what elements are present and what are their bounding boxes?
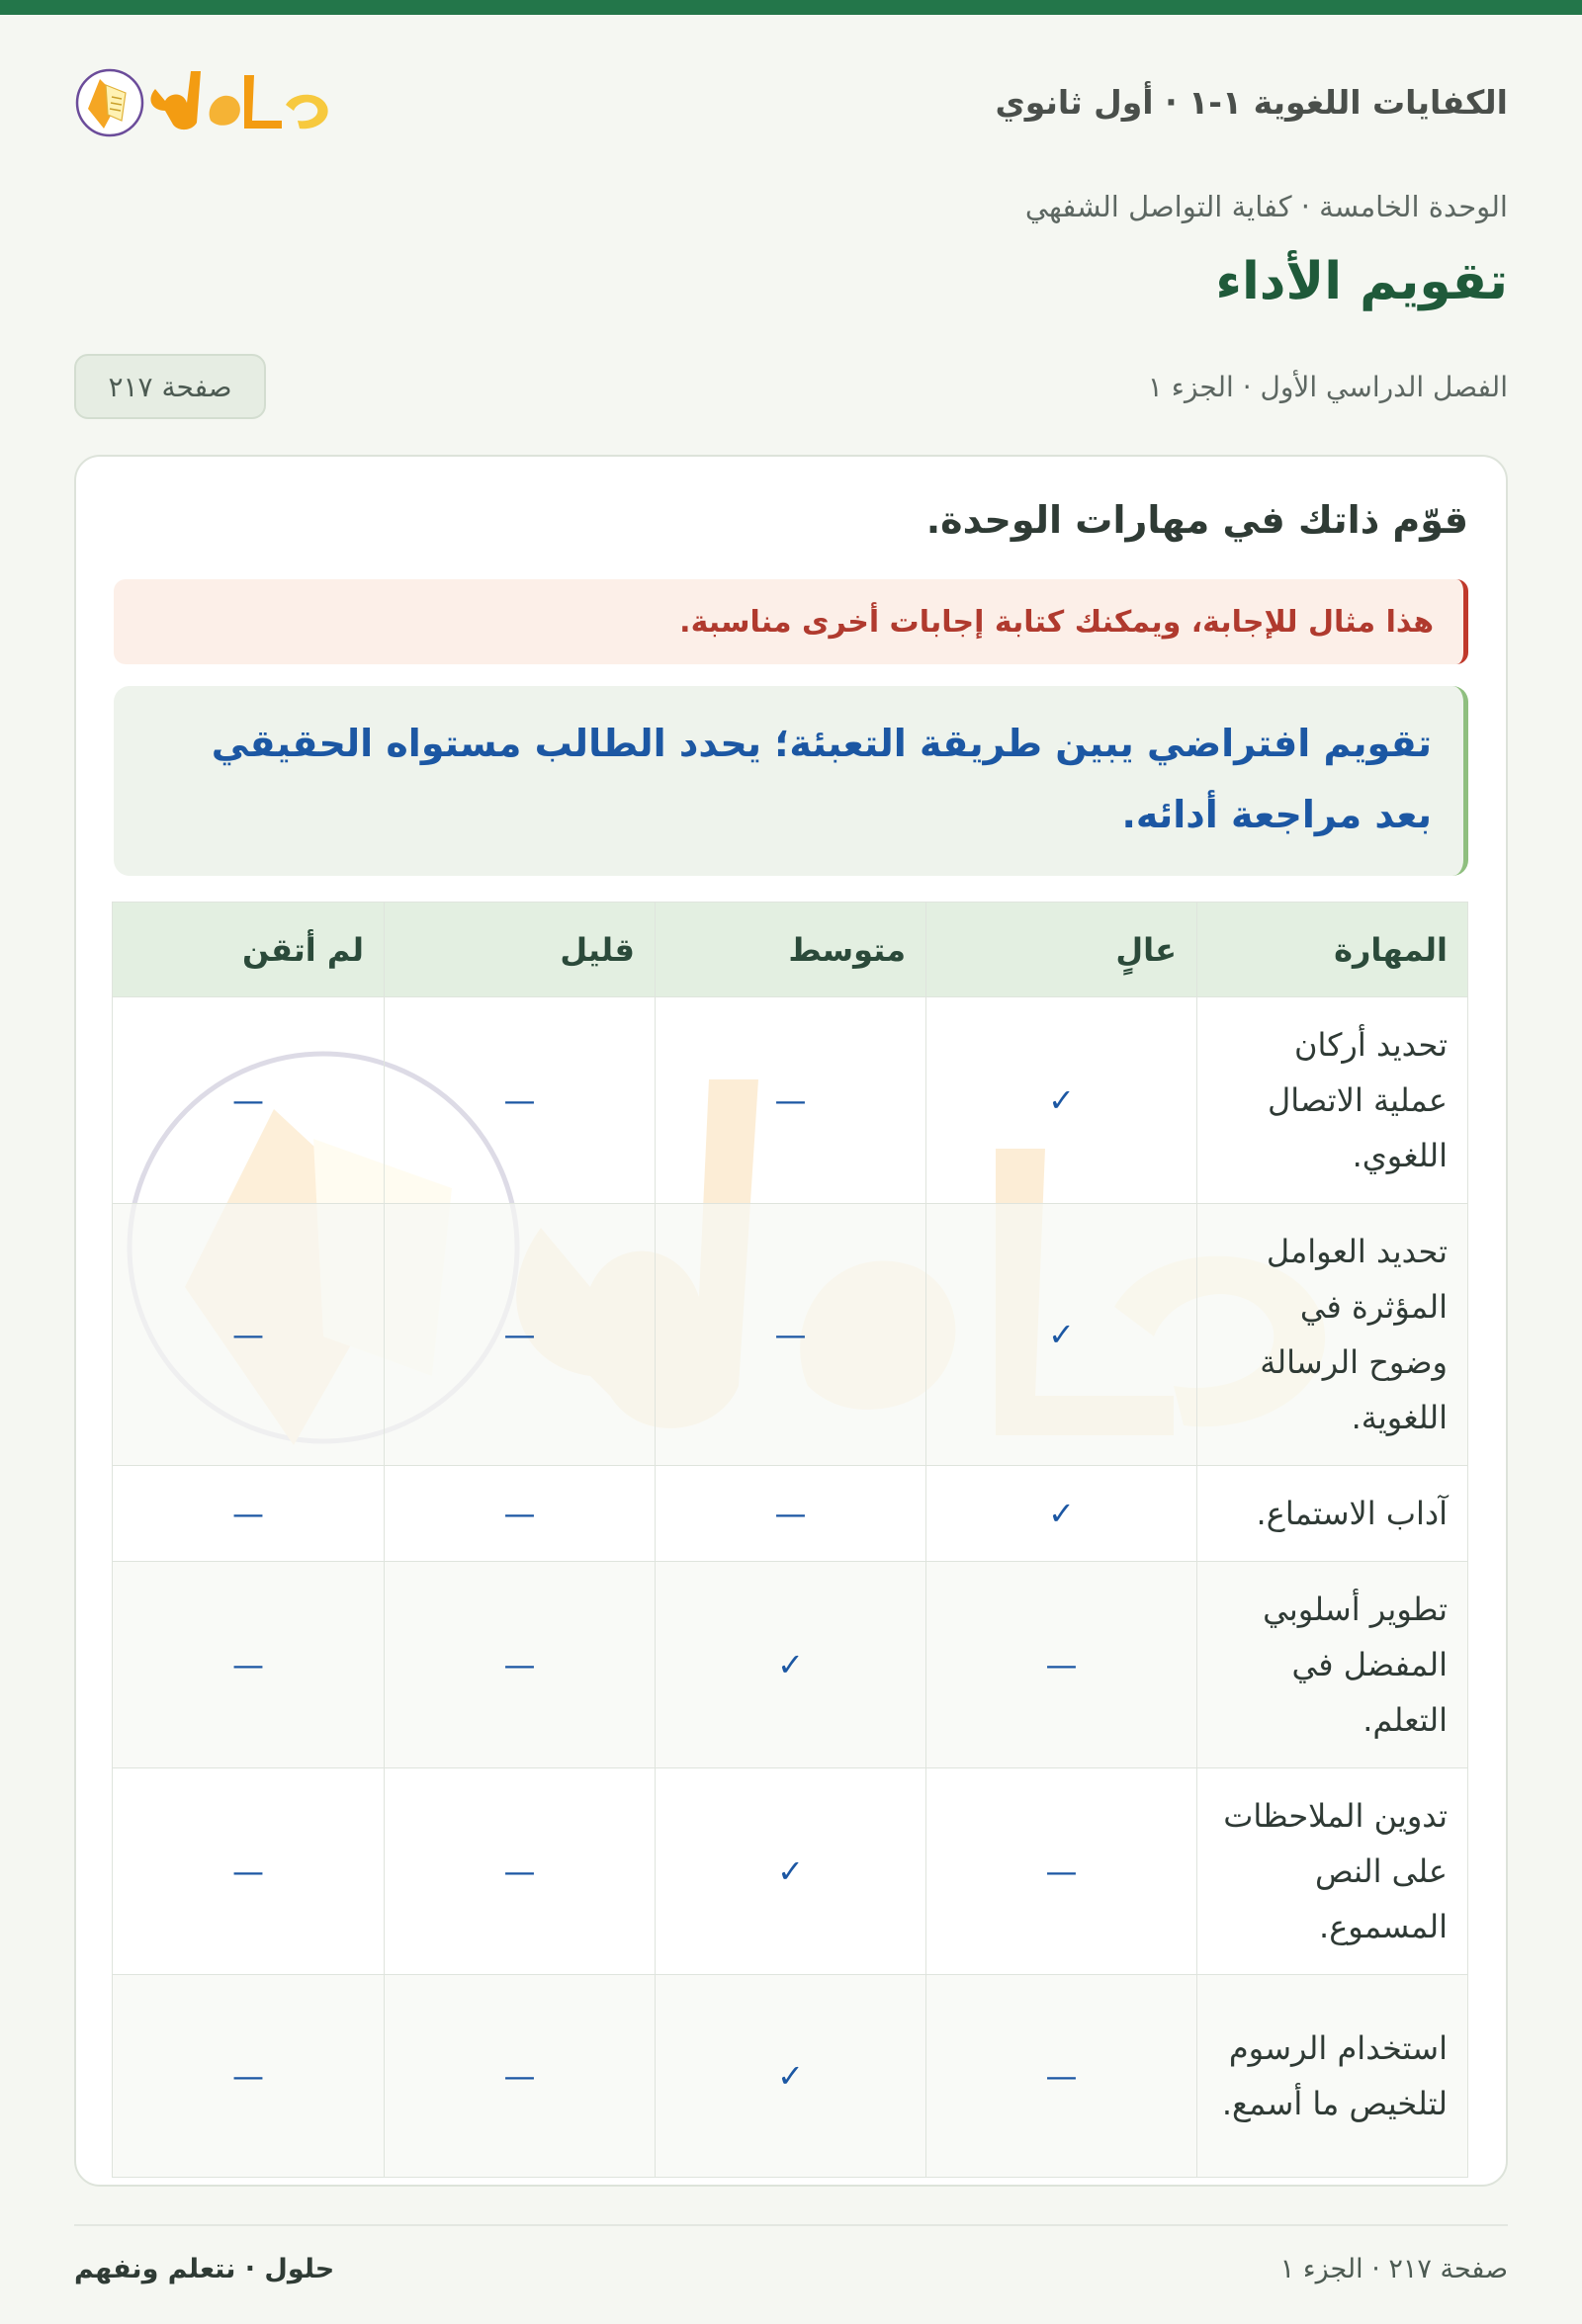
skill-cell: تحديد العوامل المؤثرة في وضوح الرسالة اللغوية.	[1197, 1204, 1468, 1466]
empty-dash-icon[interactable]: —	[113, 1975, 385, 2178]
footer-divider	[74, 2224, 1508, 2226]
check-mark-icon[interactable]: ✓	[656, 1975, 926, 2178]
empty-dash-icon[interactable]: —	[385, 1768, 656, 1975]
empty-dash-icon[interactable]: —	[926, 1768, 1197, 1975]
empty-dash-icon[interactable]: —	[656, 1466, 926, 1562]
column-header-skill: المهارة	[1197, 903, 1468, 997]
empty-dash-icon[interactable]: —	[113, 1768, 385, 1975]
empty-dash-icon[interactable]: —	[385, 1204, 656, 1466]
card-heading: قوّم ذاتك في مهارات الوحدة.	[925, 498, 1468, 542]
column-header-medium: متوسط	[656, 903, 926, 997]
column-header-not-mastered: لم أتقن	[113, 903, 385, 997]
skill-cell: تدوين الملاحظات على النص المسموع.	[1197, 1768, 1468, 1975]
example-answer-note: هذا مثال للإجابة، ويمكنك كتابة إجابات أخرى مناسبة.	[114, 579, 1468, 664]
empty-dash-icon[interactable]: —	[113, 1204, 385, 1466]
page-title: تقويم الأداء	[1215, 252, 1508, 311]
skill-cell: تطوير أسلوبي المفضل في التعلم.	[1197, 1562, 1468, 1768]
empty-dash-icon[interactable]: —	[926, 1562, 1197, 1768]
book-title: الكفايات اللغوية ١-١ · أول ثانوي	[995, 83, 1508, 122]
table-row	[113, 1204, 1468, 1466]
empty-dash-icon[interactable]: —	[656, 1204, 926, 1466]
skill-cell: استخدام الرسوم لتلخيص ما أسمع.	[1197, 1975, 1468, 2178]
hulul-logo-icon[interactable]	[74, 51, 341, 160]
unit-breadcrumb: الوحدة الخامسة · كفاية التواصل الشفهي	[1024, 190, 1508, 223]
footer-page-info: صفحة ٢١٧ · الجزء ١	[1279, 2254, 1508, 2284]
check-mark-icon[interactable]: ✓	[656, 1562, 926, 1768]
empty-dash-icon[interactable]: —	[113, 1562, 385, 1768]
empty-dash-icon[interactable]: —	[113, 997, 385, 1204]
check-mark-icon[interactable]: ✓	[926, 1204, 1197, 1466]
self-evaluation-table	[112, 902, 1468, 2178]
page-header	[74, 51, 1508, 160]
table-row	[113, 997, 1468, 1204]
table-header-row	[113, 903, 1468, 997]
table-row	[113, 1768, 1468, 1975]
empty-dash-icon[interactable]: —	[385, 997, 656, 1204]
skill-cell: تحديد أركان عملية الاتصال اللغوي.	[1197, 997, 1468, 1204]
empty-dash-icon[interactable]: —	[656, 997, 926, 1204]
check-mark-icon[interactable]: ✓	[656, 1768, 926, 1975]
table-row	[113, 1975, 1468, 2178]
empty-dash-icon[interactable]: —	[385, 1975, 656, 2178]
skill-cell: آداب الاستماع.	[1197, 1466, 1468, 1562]
content-card	[74, 455, 1508, 2187]
evaluation-hint-note: تقويم افتراضي يبين طريقة التعبئة؛ يحدد الطالب مستواه الحقيقي بعد مراجعة أدائه.	[114, 686, 1468, 876]
page-number-badge: صفحة ٢١٧	[74, 354, 266, 419]
empty-dash-icon[interactable]: —	[926, 1975, 1197, 2178]
term-info: الفصل الدراسي الأول · الجزء ١	[1147, 371, 1508, 403]
table-row	[113, 1562, 1468, 1768]
empty-dash-icon[interactable]: —	[385, 1466, 656, 1562]
top-accent-bar	[0, 0, 1582, 15]
empty-dash-icon[interactable]: —	[385, 1562, 656, 1768]
footer-brand: حلول · نتعلم ونفهم	[74, 2254, 335, 2284]
empty-dash-icon[interactable]: —	[113, 1466, 385, 1562]
column-header-low: قليل	[385, 903, 656, 997]
check-mark-icon[interactable]: ✓	[926, 1466, 1197, 1562]
check-mark-icon[interactable]: ✓	[926, 997, 1197, 1204]
table-row	[113, 1466, 1468, 1562]
column-header-high: عالٍ	[926, 903, 1197, 997]
